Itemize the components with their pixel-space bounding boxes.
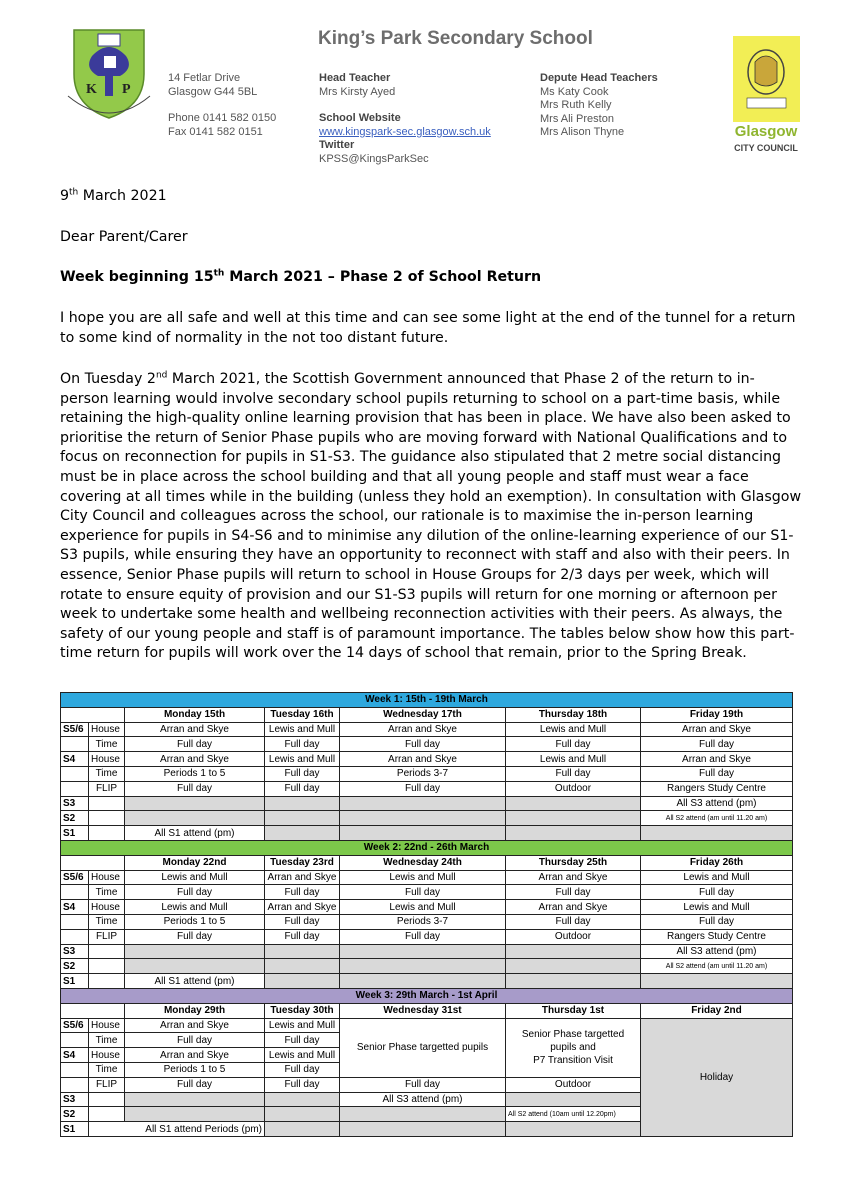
website-link[interactable]: www.kingspark-sec.glasgow.sch.uk (319, 125, 491, 138)
table-cell: All S3 attend (pm) (641, 944, 793, 959)
table-cell: Arran and Skye (125, 1018, 265, 1033)
table-cell: Arran and Skye (340, 722, 506, 737)
table-cell: Periods 3-7 (340, 914, 506, 929)
row-label: House (89, 870, 125, 885)
head-teacher-block (319, 72, 395, 99)
table-cell: Full day (265, 885, 340, 900)
council-glasgow-text: Glasgow (734, 123, 798, 140)
table-cell: Lewis and Mull (506, 752, 641, 767)
table-cell: Arran and Skye (265, 870, 340, 885)
date-suffix: th (69, 187, 79, 198)
year-label: S2 (61, 959, 89, 974)
table-row (61, 826, 793, 841)
year-label: S3 (61, 944, 89, 959)
thursday-line-2: pupils and (550, 1042, 596, 1054)
table-row (61, 944, 793, 959)
address-line-2: Glasgow G44 5BL (168, 85, 258, 98)
day-header: Wednesday 31st (340, 1003, 506, 1018)
day-header: Tuesday 23rd (265, 855, 340, 870)
table-cell: Arran and Skye (340, 752, 506, 767)
day-header: Tuesday 30th (265, 1003, 340, 1018)
table-cell: Rangers Study Centre (641, 781, 793, 796)
letter-date (60, 187, 800, 207)
glasgow-city-council-logo (729, 32, 804, 158)
table-cell: Rangers Study Centre (641, 929, 793, 944)
table-cell: Periods 1 to 5 (125, 766, 265, 781)
crest-letter-p: P (122, 82, 131, 97)
table-cell: Full day (125, 781, 265, 796)
table-row (61, 781, 793, 796)
table-cell: All S3 attend (pm) (641, 796, 793, 811)
table-row (61, 900, 793, 915)
school-crest-logo (64, 26, 154, 122)
table-row (61, 974, 793, 989)
thursday-line-3: P7 Transition Visit (533, 1055, 613, 1067)
year-label: S3 (61, 1092, 89, 1107)
date-rest: March 2021 (78, 188, 167, 204)
week-2-title-row (61, 840, 793, 855)
date-day: 9 (60, 188, 70, 204)
table-cell: Full day (340, 737, 506, 752)
table-cell: Full day (641, 737, 793, 752)
table-cell: Lewis and Mull (265, 1018, 340, 1033)
heading-part-a: Week beginning 15 (60, 269, 214, 285)
table-cell: Outdoor (506, 781, 641, 796)
year-label: S2 (61, 1107, 89, 1122)
day-header: Friday 26th (641, 855, 793, 870)
twitter-handle: KPSS@KingsParkSec (319, 152, 429, 165)
twitter-label: Twitter (319, 139, 355, 151)
table-cell: Full day (265, 1062, 340, 1077)
table-cell: Full day (340, 1077, 506, 1092)
table-cell: Periods 3-7 (340, 766, 506, 781)
heading-suffix: th (213, 268, 225, 279)
table-cell: Arran and Skye (506, 870, 641, 885)
table-cell: Full day (265, 929, 340, 944)
para2-part-a: On Tuesday 2 (60, 371, 156, 387)
day-header: Thursday 1st (506, 1003, 641, 1018)
paragraph-1 (60, 309, 802, 348)
year-label: S4 (61, 1048, 89, 1063)
day-header: Monday 29th (125, 1003, 265, 1018)
table-cell: All S1 attend (pm) (125, 826, 265, 841)
day-header: Thursday 25th (506, 855, 641, 870)
table-row (61, 737, 793, 752)
depute-label: Depute Head Teachers (540, 72, 658, 84)
row-label: Time (89, 737, 125, 752)
week-1-title-row (61, 693, 793, 708)
table-cell: Full day (506, 885, 641, 900)
table-cell: Full day (506, 737, 641, 752)
depute-3: Mrs Ali Preston (540, 112, 614, 125)
row-label: House (89, 752, 125, 767)
paragraph-2 (60, 370, 802, 664)
day-header: Friday 2nd (641, 1003, 793, 1018)
day-header: Monday 15th (125, 707, 265, 722)
address-line-1: 14 Fetlar Drive (168, 72, 241, 84)
head-teacher-name: Mrs Kirsty Ayed (319, 85, 396, 98)
heading-part-b: March 2021 – Phase 2 of School Return (224, 269, 542, 285)
row-label: FLIP (89, 1077, 125, 1092)
table-cell: Lewis and Mull (641, 900, 793, 915)
table-row (61, 811, 793, 826)
table-cell: Arran and Skye (641, 722, 793, 737)
table-cell: All S2 attend (am until 11.20 am) (641, 959, 793, 974)
council-city-text: CITY COUNCIL (734, 143, 798, 153)
table-cell: Arran and Skye (265, 900, 340, 915)
table-cell: All S2 attend (10am until 12.20pm) (506, 1107, 641, 1122)
table-row (61, 722, 793, 737)
website-label: School Website (319, 112, 401, 124)
year-label: S5/6 (61, 722, 89, 737)
table-cell: Full day (641, 914, 793, 929)
table-cell: Lewis and Mull (340, 900, 506, 915)
table-cell: Full day (506, 914, 641, 929)
para2-part-b: March 2021, the Scottish Government announced that Phase 2 of the return to in-person learning would involve secondary school pupils returning to school on a part-time basis, while retaining the high-quality online learning provision that has been in place. We have also been asked to prioritise the return of Senior Phase pupils who are moving forward with National Qualifications and to focus on reconnection for pupils in S1-S3. The guidance also stipulated that 2 metre social distancing must be in place across the school building and that all young people and staff must wear a face covering at all times while in the building (unless they hold an exemption). In consultation with Glasgow City Council and colleagues across the school, our rationale is to maximise the in-person learning experience for pupils in S4-S6 and to minimise any dilution of the online-learning experience of our S1-S3 pupils, while ensuring they have an opportunity to reconnect with staff and also with their peers. In essence, Senior Phase pupils will return to school in House Groups for 2/3 days per week, which will rotate to ensure equity of provision and our S1-S3 pupils will return for one morning or afternoon per week to undertake some health and wellbeing reconnection activities with their peers. As always, the safety of our young people and staff is of paramount importance. The tables below show how this part-time return for pupils will work over the 14 days of school that remain, prior to the Spring Break. (60, 371, 802, 662)
table-cell: Full day (506, 766, 641, 781)
table-cell: Full day (265, 914, 340, 929)
week-1-days-row (61, 707, 793, 722)
fax-number: Fax 0141 582 0151 (168, 125, 263, 138)
school-name: King’s Park Secondary School (318, 28, 593, 49)
year-label: S5/6 (61, 870, 89, 885)
week-3-title-row (61, 988, 793, 1003)
row-label: FLIP (89, 781, 125, 796)
table-cell: Full day (641, 766, 793, 781)
year-label: S4 (61, 900, 89, 915)
year-label: S1 (61, 826, 89, 841)
week-1-title: Week 1: 15th - 19th March (61, 693, 793, 708)
table-cell: Arran and Skye (506, 900, 641, 915)
year-label: S2 (61, 811, 89, 826)
table-cell: Full day (265, 737, 340, 752)
table-cell: Full day (265, 781, 340, 796)
table-cell: Full day (125, 1033, 265, 1048)
row-label: House (89, 900, 125, 915)
day-header: Wednesday 17th (340, 707, 506, 722)
phone-number: Phone 0141 582 0150 (168, 112, 277, 124)
table-row (61, 796, 793, 811)
friday-holiday-cell: Holiday (641, 1018, 793, 1136)
para2-suffix: nd (155, 370, 168, 381)
depute-1: Ms Katy Cook (540, 85, 609, 98)
table-cell: All S3 attend (pm) (340, 1092, 506, 1107)
table-cell: Full day (125, 929, 265, 944)
table-cell: Full day (641, 885, 793, 900)
table-cell: Arran and Skye (125, 1048, 265, 1063)
table-cell: Full day (125, 1077, 265, 1092)
salutation: Dear Parent/Carer (60, 229, 188, 245)
year-label: S4 (61, 752, 89, 767)
table-cell: Full day (340, 885, 506, 900)
table-row (61, 914, 793, 929)
table-cell: Full day (125, 737, 265, 752)
table-row (61, 752, 793, 767)
table-cell: Arran and Skye (641, 752, 793, 767)
table-row (61, 885, 793, 900)
day-header: Wednesday 24th (340, 855, 506, 870)
year-label: S1 (61, 974, 89, 989)
table-row (61, 959, 793, 974)
table-cell: Lewis and Mull (125, 870, 265, 885)
row-label: Time (89, 914, 125, 929)
year-label: S1 (61, 1122, 89, 1137)
table-cell: Lewis and Mull (340, 870, 506, 885)
crest-letter-k: K (86, 82, 97, 97)
table-cell: Full day (340, 781, 506, 796)
table-cell: Lewis and Mull (641, 870, 793, 885)
table-cell: Lewis and Mull (265, 722, 340, 737)
depute-2: Mrs Ruth Kelly (540, 99, 612, 111)
thursday-line-1: Senior Phase targetted (521, 1029, 625, 1041)
school-address (168, 72, 257, 99)
table-cell: Full day (265, 766, 340, 781)
table-cell: Full day (125, 885, 265, 900)
week-2-days-row (61, 855, 793, 870)
table-cell: All S1 attend Periods (pm) (89, 1122, 265, 1137)
table-cell: Outdoor (506, 1077, 641, 1092)
row-label: House (89, 722, 125, 737)
table-cell: Full day (265, 1077, 340, 1092)
thursday-senior-cell (506, 1018, 641, 1077)
row-label: FLIP (89, 929, 125, 944)
row-label: Time (89, 1062, 125, 1077)
week-3-title: Week 3: 29th March - 1st April (61, 988, 793, 1003)
table-row (61, 929, 793, 944)
row-label: Time (89, 885, 125, 900)
row-label: Time (89, 1033, 125, 1048)
table-cell: Periods 1 to 5 (125, 914, 265, 929)
table-cell: Arran and Skye (125, 752, 265, 767)
table-cell: Outdoor (506, 929, 641, 944)
paragraph-1-text: I hope you are all safe and well at this time and can see some light at the end of the tunnel for a return to some kind of normality in the not too distant future. (60, 310, 796, 346)
table-row (61, 766, 793, 781)
table-cell: All S2 attend (am until 11.20 am) (641, 811, 793, 826)
table-cell: Lewis and Mull (265, 1048, 340, 1063)
website-block (319, 112, 491, 166)
schedule-table (60, 692, 793, 1137)
row-label: House (89, 1048, 125, 1063)
day-header: Friday 19th (641, 707, 793, 722)
year-label: S5/6 (61, 1018, 89, 1033)
week-3-days-row (61, 1003, 793, 1018)
table-cell: All S1 attend (pm) (125, 974, 265, 989)
table-cell: Arran and Skye (125, 722, 265, 737)
table-cell: Full day (340, 929, 506, 944)
depute-4: Mrs Alison Thyne (540, 126, 625, 138)
row-label: House (89, 1018, 125, 1033)
table-row (61, 1018, 793, 1033)
table-cell: Lewis and Mull (125, 900, 265, 915)
table-cell: Full day (265, 1033, 340, 1048)
school-contact (168, 112, 276, 139)
day-header: Tuesday 16th (265, 707, 340, 722)
year-label: S3 (61, 796, 89, 811)
table-cell: Lewis and Mull (506, 722, 641, 737)
table-cell: Lewis and Mull (265, 752, 340, 767)
week-2-title: Week 2: 22nd - 26th March (61, 840, 793, 855)
day-header: Thursday 18th (506, 707, 641, 722)
wednesday-senior-cell: Senior Phase targetted pupils (340, 1018, 506, 1077)
depute-block (540, 72, 658, 140)
row-label: Time (89, 766, 125, 781)
letter-heading (60, 268, 541, 288)
head-teacher-label: Head Teacher (319, 72, 391, 84)
table-row (61, 870, 793, 885)
day-header: Monday 22nd (125, 855, 265, 870)
table-cell: Periods 1 to 5 (125, 1062, 265, 1077)
